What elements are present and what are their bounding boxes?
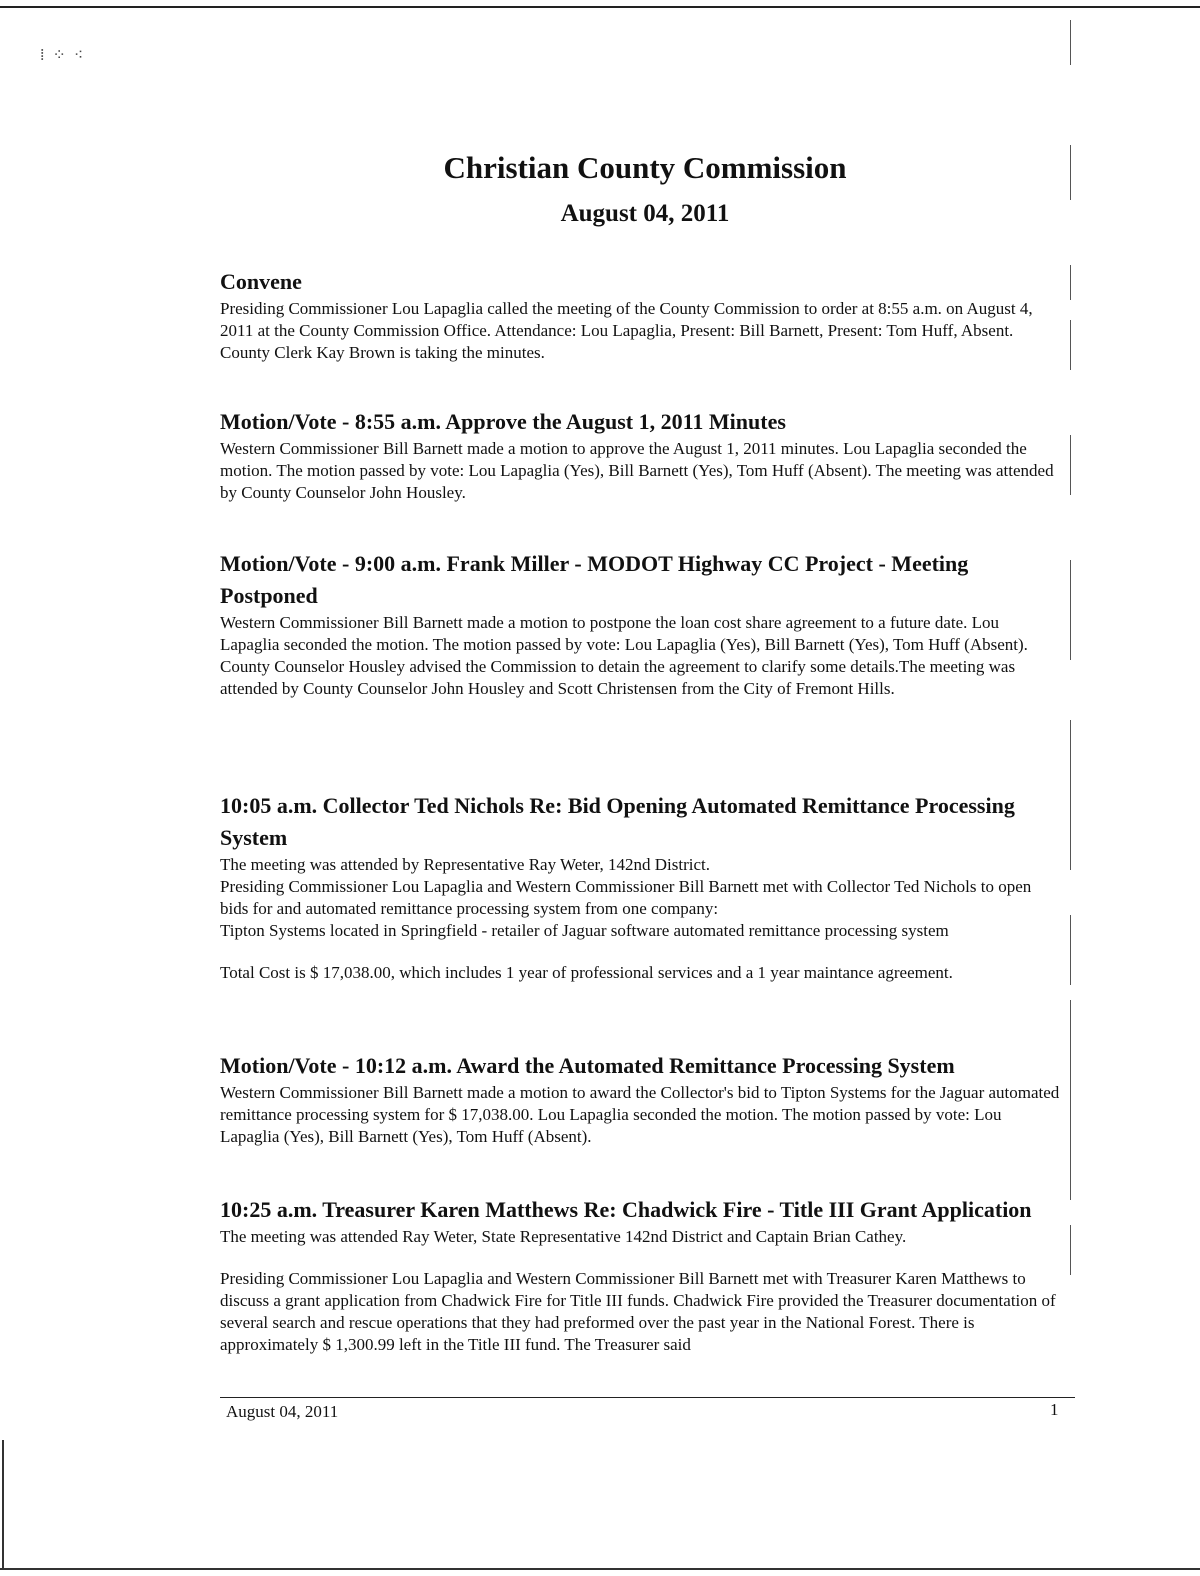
page-top-rule	[0, 6, 1200, 8]
section-modot-project	[220, 548, 1060, 700]
section-bid-opening	[220, 790, 1060, 984]
section-approve-minutes	[220, 406, 1060, 504]
footer-page-number: 1	[1050, 1400, 1059, 1419]
footer-rule	[220, 1397, 1075, 1398]
section-paragraph: Western Commissioner Bill Barnett made a motion to postpone the loan cost share agreement to a future date. Lou Lapaglia seconded the motion. The motion passed by vote: Lou Lapaglia (Yes), Bill Barnett (Yes), Tom Huff (Absent). County Counselor Housley advised the Commission to detain the agreement to clarify some details.The meeting was attended by County Counselor John Housley and Scott Christensen from the City of Fremont Hills.	[220, 613, 1028, 698]
scan-artifact-marks: ⁞ ⁘ ⁖	[40, 47, 86, 64]
section-convene	[220, 266, 1060, 364]
section-paragraph: Tipton Systems located in Springfield - retailer of Jaguar software automated remittance processing system	[220, 921, 949, 940]
section-heading: 10:05 a.m. Collector Ted Nichols Re: Bid Opening Automated Remittance Processing System	[220, 793, 1015, 850]
footer-date: August 04, 2011	[226, 1402, 339, 1421]
section-heading: Motion/Vote - 9:00 a.m. Frank Miller - MODOT Highway CC Project - Meeting Postponed	[220, 551, 969, 608]
section-heading: Motion/Vote - 8:55 a.m. Approve the August 1, 2011 Minutes	[220, 409, 786, 434]
section-paragraph: Total Cost is $ 17,038.00, which includes 1 year of professional services and a 1 year maintance agreement.	[220, 963, 953, 982]
section-paragraph: Presiding Commissioner Lou Lapaglia and Western Commissioner Bill Barnett met with Collector Ted Nichols to open bids for and automated remittance processing system from one company:	[220, 877, 1032, 918]
document-title: Christian County Commission	[443, 150, 847, 185]
paragraph-gap	[220, 942, 1060, 962]
section-paragraph: Presiding Commissioner Lou Lapaglia called the meeting of the County Commission to order at 8:55 a.m. on August 4, 2011 at the County Commission Office. Attendance: Lou Lapaglia, Present: Bill Barnett, Present: Tom Huff, Absent. County Clerk Kay Brown is taking the minutes.	[220, 299, 1033, 362]
document-date: August 04, 2011	[560, 200, 730, 227]
section-paragraph: The meeting was attended Ray Weter, State Representative 142nd District and Captain Brian Cathey.	[220, 1227, 907, 1246]
section-paragraph: Western Commissioner Bill Barnett made a motion to award the Collector's bid to Tipton Systems for the Jaguar automated remittance processing system for $ 17,038.00. Lou Lapaglia seconded the motion. The motion passed by vote: Lou Lapaglia (Yes), Bill Barnett (Yes), Tom Huff (Absent).	[220, 1083, 1060, 1146]
section-paragraph: Presiding Commissioner Lou Lapaglia and Western Commissioner Bill Barnett met with Treasurer Karen Matthews to discuss a grant application from Chadwick Fire for Title III funds. Chadwick Fire provided the Treasurer documentation of several search and rescue operations that they had preformed over the past year in the National Forest. There is approximately $ 1,300.99 left in the Title III fund. The Treasurer said	[220, 1269, 1056, 1354]
page-left-edge	[2, 1440, 4, 1570]
section-heading: 10:25 a.m. Treasurer Karen Matthews Re: Chadwick Fire - Title III Grant Application	[220, 1197, 1032, 1222]
section-paragraph: Western Commissioner Bill Barnett made a motion to approve the August 1, 2011 minutes. Lou Lapaglia seconded the motion. The motion passed by vote: Lou Lapaglia (Yes), Bill Barnett (Yes), Tom Huff (Absent). The meeting was attended by County Counselor John Housley.	[220, 439, 1054, 502]
section-paragraph: The meeting was attended by Representative Ray Weter, 142nd District.	[220, 855, 711, 874]
section-award-system	[220, 1050, 1060, 1148]
section-title-iii-grant	[220, 1194, 1060, 1356]
page-bottom-edge	[0, 1568, 1200, 1570]
section-heading: Convene	[220, 269, 302, 294]
section-heading: Motion/Vote - 10:12 a.m. Award the Automated Remittance Processing System	[220, 1053, 955, 1078]
paragraph-gap	[220, 1248, 1060, 1268]
